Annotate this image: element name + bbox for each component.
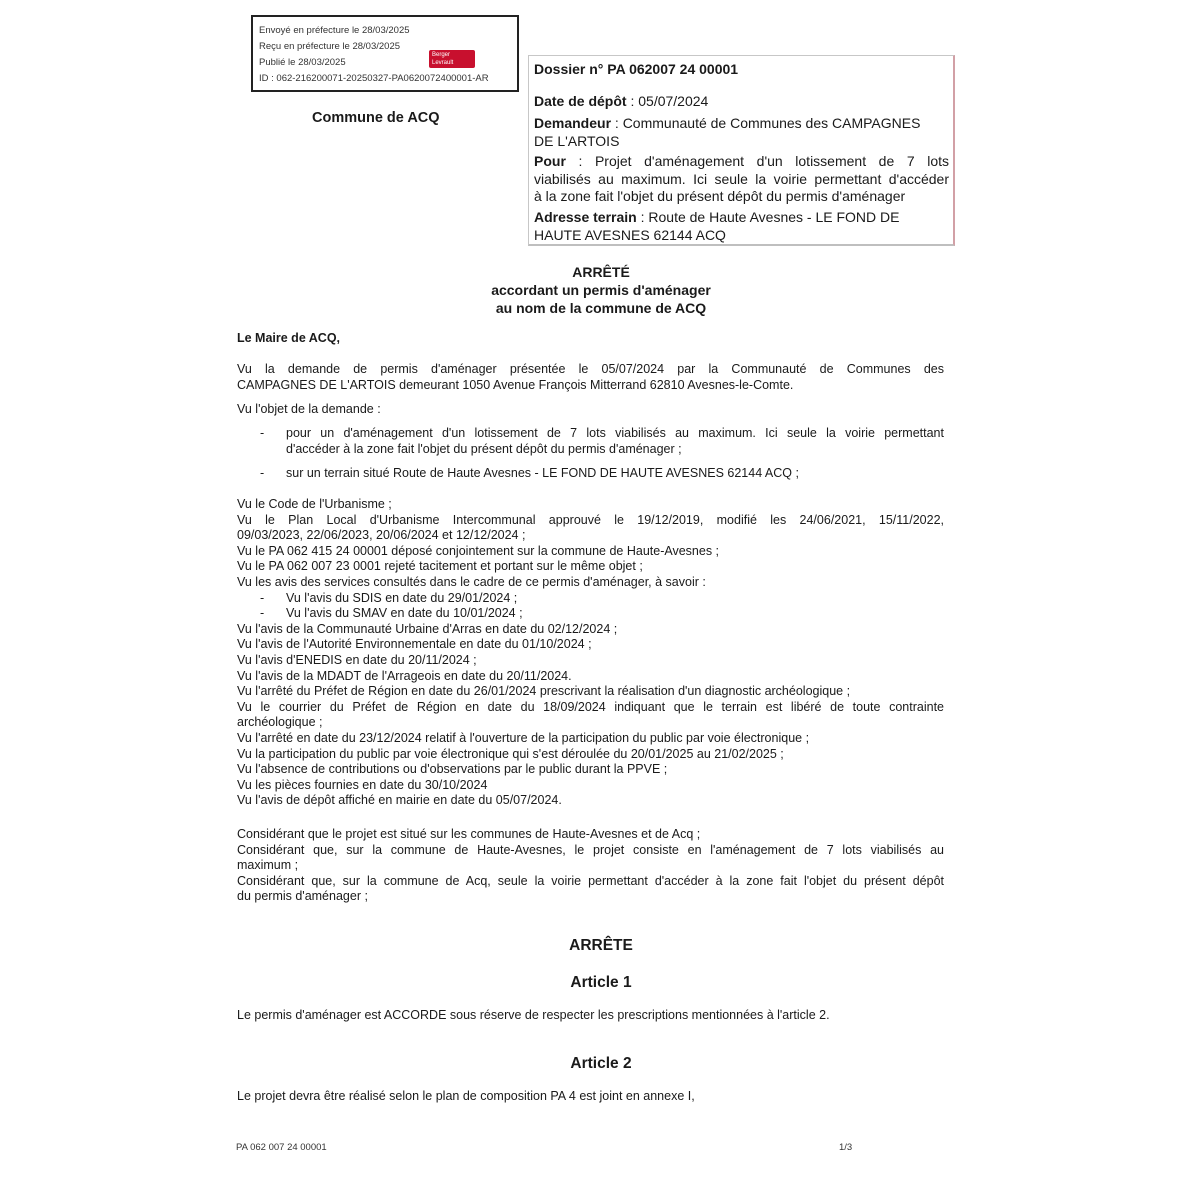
considerant-3a: Considérant que, sur la commune de Acq, seule la voirie permettant d'accéder à la zone fait l'objet du présent dépôt xyxy=(237,873,944,888)
prefecture-stamp xyxy=(251,15,519,92)
date-depot: Date de dépôt : 05/07/2024 xyxy=(534,93,709,109)
title-subtitle-1: accordant un permis d'aménager xyxy=(491,282,711,298)
vu-plui-2: 09/03/2023, 22/06/2023, 20/06/2024 et 12/12/2024 ; xyxy=(237,528,526,543)
article-2-title: Article 2 xyxy=(570,1055,632,1072)
vu-ae: Vu l'avis de l'Autorité Environnementale en date du 01/10/2024 ; xyxy=(237,637,592,652)
dossier-number: Dossier n° PA 062007 24 00001 xyxy=(534,61,739,77)
pour: Pour : Projet d'aménagement d'un lotissement de 7 lots viabilisés au maximum. Ici seule la voirie permettant d'accéder à la zone fait l'objet du présent dépôt du permis d'aménager xyxy=(534,153,949,204)
vu-prefet-1: Vu l'arrêté du Préfet de Région en date du 26/01/2024 prescrivant la réalisation d'un diagnostic archéologique ; xyxy=(237,684,851,699)
footer-reference: PA 062 007 24 00001 xyxy=(236,1142,327,1153)
vu-prefet-2b: archéologique ; xyxy=(237,715,323,730)
vu-demande: Vu la demande de permis d'aménager présentée le 05/07/2024 par la Communauté de Communes des CAMPAGNES DE L'ARTOIS demeurant 1050 Avenue François Mitterrand 62810 Avesnes-le-Comte. xyxy=(237,362,944,392)
maire-heading: Le Maire de ACQ, xyxy=(237,331,341,345)
vu-enedis: Vu l'avis d'ENEDIS en date du 20/11/2024 ; xyxy=(237,652,477,667)
page-number: 1/3 xyxy=(839,1142,853,1153)
vu-participation: Vu la participation du public par voie électronique qui s'est déroulée du 20/01/2025 au 21/02/2025 ; xyxy=(237,746,784,761)
vu-pieces: Vu les pièces fournies en date du 30/10/2024 xyxy=(237,777,488,792)
vu-smav: - Vu l'avis du SMAV en date du 10/01/2024 ; xyxy=(260,606,523,621)
stamp-envoye: Envoyé en préfecture le 28/03/2025 xyxy=(259,25,410,36)
vu-mdadt: Vu l'avis de la MDADT de l'Arrageois en date du 20/11/2024. xyxy=(237,668,572,683)
vus-list xyxy=(237,497,944,809)
vu-arrete-ppve: Vu l'arrêté en date du 23/12/2024 relatif à l'ouverture de la participation du public par voie électronique ; xyxy=(237,730,810,745)
vu-pa-2: Vu le PA 062 007 23 0001 rejeté tacitement et portant sur le même objet ; xyxy=(237,559,643,574)
stamp-id: ID : 062-216200071-20250327-PA0620072400001-AR xyxy=(259,73,489,84)
arrete-heading: ARRÊTE xyxy=(569,937,633,954)
considerants xyxy=(237,827,944,905)
dossier-box xyxy=(528,55,955,246)
commune-name: Commune de ACQ xyxy=(312,110,440,126)
vu-cua: Vu l'avis de la Communauté Urbaine d'Arras en date du 02/12/2024 ; xyxy=(237,621,618,636)
objet-intro: Vu l'objet de la demande : xyxy=(237,402,381,416)
vu-prefet-2a: Vu le courrier du Préfet de Région en date du 18/09/2024 indiquant que le terrain est libéré de toute contrainte xyxy=(237,699,944,714)
vu-plui-1: Vu le Plan Local d'Urbanisme Intercommunal approuvé le 19/12/2019, modifié les 24/06/2021, 15/11/2022, xyxy=(237,512,944,527)
article-2-text: Le projet devra être réalisé selon le plan de composition PA 4 est joint en annexe I, xyxy=(237,1089,695,1103)
objet-dash-2: - xyxy=(260,466,265,480)
vu-avis-services: Vu les avis des services consultés dans le cadre de ce permis d'aménager, à savoir : xyxy=(237,574,706,589)
objet-item-1: pour un d'aménagement d'un lotissement de 7 lots viabilisés au maximum. Ici seule la voirie permettant d'accéder à la zone fait l'objet du présent dépôt du permis d'aménager ; xyxy=(286,426,944,456)
title-subtitle-2: au nom de la commune de ACQ xyxy=(495,300,707,316)
title-arrete: ARRÊTÉ xyxy=(572,264,630,280)
vu-sdis: - Vu l'avis du SDIS en date du 29/01/2024 ; xyxy=(260,590,518,605)
considerant-3b: du permis d'aménager ; xyxy=(237,889,368,904)
vu-absence: Vu l'absence de contributions ou d'observations par le public durant la PPVE ; xyxy=(237,762,668,777)
objet-dash-1: - xyxy=(260,426,265,440)
adresse-terrain: Adresse terrain : Route de Haute Avesnes - LE FOND DE HAUTE AVESNES 62144 ACQ xyxy=(534,209,900,243)
considerant-2a: Considérant que, sur la commune de Haute-Avesnes, le projet consiste en l'aménagement de 7 lots viabilisés au xyxy=(237,842,944,857)
berger-levrault-logo: Berger Levrault xyxy=(429,50,475,68)
stamp-publie: Publié le 28/03/2025 xyxy=(259,57,346,68)
considerant-2b: maximum ; xyxy=(237,858,299,873)
article-1-text: Le permis d'aménager est ACCORDE sous réserve de respecter les prescriptions mentionnées à l'article 2. xyxy=(237,1008,830,1022)
stamp-recu: Reçu en préfecture le 28/03/2025 xyxy=(259,41,401,52)
article-1-title: Article 1 xyxy=(570,974,632,991)
demandeur: Demandeur : Communauté de Communes des CAMPAGNES DE L'ARTOIS xyxy=(534,115,921,149)
considerant-1: Considérant que le projet est situé sur les communes de Haute-Avesnes et de Acq ; xyxy=(237,827,701,841)
vu-depot: Vu l'avis de dépôt affiché en mairie en date du 05/07/2024. xyxy=(237,793,562,808)
objet-item-2: sur un terrain situé Route de Haute Avesnes - LE FOND DE HAUTE AVESNES 62144 ACQ ; xyxy=(286,466,799,480)
vu-pa-1: Vu le PA 062 415 24 00001 déposé conjointement sur la commune de Haute-Avesnes ; xyxy=(237,543,720,558)
vu-code: Vu le Code de l'Urbanisme ; xyxy=(237,497,392,511)
